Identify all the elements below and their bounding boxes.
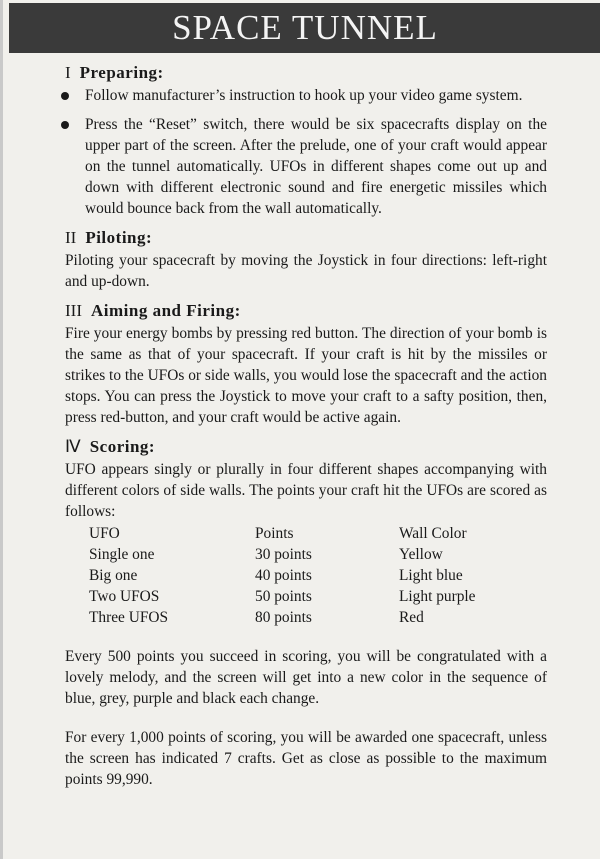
table-cell: Two UFOS bbox=[89, 588, 160, 605]
section-scoring-heading bbox=[65, 436, 547, 457]
table-cell: Light purple bbox=[399, 588, 476, 605]
table-cell: 40 points bbox=[255, 567, 312, 584]
table-row bbox=[89, 544, 539, 565]
page-title: SPACE TUNNEL bbox=[172, 8, 438, 47]
table-row bbox=[89, 565, 539, 586]
section-body: Piloting your spacecraft by moving the Joystick in four directions: left-right and up-down. bbox=[65, 252, 547, 290]
table-cell: Red bbox=[399, 609, 424, 626]
table-cell: Three UFOS bbox=[89, 609, 169, 626]
bullet-icon bbox=[61, 121, 69, 129]
table-cell: 50 points bbox=[255, 588, 312, 605]
section-piloting-heading bbox=[65, 227, 547, 248]
table-cell: 80 points bbox=[255, 609, 312, 626]
table-cell: Yellow bbox=[399, 546, 443, 563]
bullet-text: Follow manufacturer’s instruction to hook up your video game system. bbox=[85, 87, 523, 104]
table-cell: Big one bbox=[89, 567, 138, 584]
section-body: UFO appears singly or plurally in four different shapes accompanying with different colors of side walls. The points your craft hit the UFOs are scored as follows: bbox=[65, 461, 547, 520]
section-title: Scoring: bbox=[89, 437, 156, 456]
section-body: Fire your energy bombs by pressing red button. The direction of your bomb is the same as that of your spacecraft. If your craft is hit by the missiles or strikes to the UFOs or side walls, you would lose the spacecraft and the action stops. You can press the Joystick to move your craft to a safty position, then, press red-button, and your craft would be active again. bbox=[65, 325, 547, 426]
section-title: Preparing: bbox=[79, 63, 164, 82]
table-cell: Single one bbox=[89, 546, 155, 563]
scoring-bonus-paragraph: For every 1,000 points of scoring, you will be awarded one spacecraft, unless the screen has indicated 7 crafts. Get as close as possible to the maximum points 99,990. bbox=[65, 729, 547, 788]
section-numeral: Ⅳ bbox=[65, 437, 81, 456]
table-header: Wall Color bbox=[399, 525, 467, 542]
section-title: Piloting: bbox=[85, 228, 153, 247]
bullet-text: Press the “Reset” switch, there would be six spacecrafts display on the upper part of the screen. After the prelude, one of your craft would appear on the tunnel automatically. UFOs in different shapes come out up and down with different electronic sound and fire energetic missiles which would bounce back from the wall automatically. bbox=[85, 116, 547, 217]
table-cell: Light blue bbox=[399, 567, 463, 584]
scoring-table bbox=[89, 523, 539, 628]
section-numeral: I bbox=[65, 63, 71, 82]
section-preparing-heading bbox=[65, 62, 547, 83]
table-header-row bbox=[89, 523, 539, 544]
section-numeral: II bbox=[65, 228, 77, 247]
section-title: Aiming and Firing: bbox=[90, 301, 241, 320]
title-banner bbox=[9, 3, 600, 53]
table-header: Points bbox=[255, 525, 294, 542]
table-cell: 30 points bbox=[255, 546, 312, 563]
section-numeral: III bbox=[65, 301, 82, 320]
list-item bbox=[61, 114, 547, 219]
list-item bbox=[61, 85, 547, 106]
table-header: UFO bbox=[89, 525, 120, 542]
table-row bbox=[89, 607, 539, 628]
bullet-icon bbox=[61, 92, 69, 100]
table-row bbox=[89, 586, 539, 607]
manual-content bbox=[65, 62, 547, 790]
scoring-melody-paragraph: Every 500 points you succeed in scoring, you will be congratulated with a lovely melody, and the screen will get into a new color in the sequence of blue, grey, purple and black each change. bbox=[65, 648, 547, 707]
section-aiming-heading bbox=[65, 300, 547, 321]
